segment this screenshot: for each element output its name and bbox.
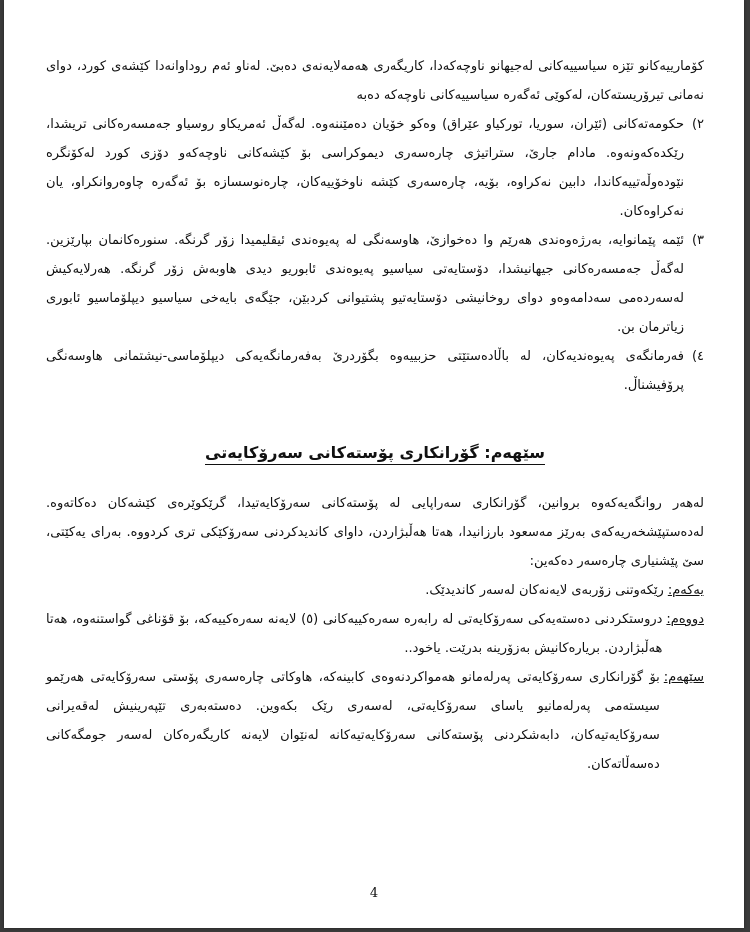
option-text: دروستکردنی دەستەیەکی سەرۆکایەتی لە رابەرە سەرەکییەکانی (٥) لایەنە سەرەکییەکە، بۆ قۆناغی گواستنەوە، هەتا هەڵبژاردن. بریارەکانیش بەزۆرینە بدرێت. یاخود..	[46, 612, 663, 656]
option-item	[46, 605, 704, 663]
section-heading-text: سێهەم: گۆرانکاری پۆستەکانی سەرۆکایەتی	[205, 443, 545, 465]
item-number: ٣)	[691, 233, 704, 248]
option-item	[46, 576, 704, 605]
list-item	[46, 226, 704, 342]
option-text: رێکەوتنی زۆربەی لایەنەکان لەسەر کاندیدێک.	[425, 583, 664, 598]
section-intro: لەهەر روانگەیەکەوە بروانین، گۆرانکاری سەراپایی لە پۆستەکانی سەرۆکایەتیدا، گرێکوێرەی کێشەکان دەکاتەوە. لەدەستپێشخەریەکەی بەرێز مەسعود بارزانیدا، هەتا هەڵبژاردن، داوای کاندیدکردنی سەرۆکێکی تری کردووە. بەرای یەکێتی، سێ پێشنیاری چارەسەر دەکەین:	[46, 496, 704, 569]
list-item	[46, 342, 704, 400]
option-label: یەکەم:	[667, 583, 704, 598]
item-text: ئێمە پێمانوایە، بەرژەوەندی هەرێم وا دەخوازێ، هاوسەنگی لە پەیوەندی ئیقلیمیدا زۆر گرنگە. سنورەکانمان بپارێزین. لەگەڵ جەمسەرەکانی جیهانیشدا، دۆستایەتی سیاسیو پەیوەندی ئابوریو دیدی هاوبەش زۆر گرنگە. هەرلایەکیش لەسەردەمی سەدامەوەو دوای روخانیشی دۆستایەتیو پشتیوانی کردبێن، جێگەی بایەخی سیاسیو دیپلۆماسیو ئابوری زیاترمان بن.	[46, 233, 684, 335]
item-text: حکومەتەکانی (ئێران، سوریا، تورکیاو عێراق) وەکو خۆیان دەمێننەوە. لەگەڵ ئەمریکاو روسیاو جەمسەرەکانی تریشدا، رێکدەکەونەوە. مادام جارێ، ستراتیژی چارەسەری دیموکراسی بۆ کێشەکانی ناوچەکەو دۆزی کورد لەکۆنگرە نێودەوڵەتییەکاندا، دابین نەکراوە، بۆیە، چارەسەری کێشە ناوخۆییەکان، چارەنوسسازە بۆ ئەگەرە چاوەروانکراو، یان نەکراوەکان.	[46, 117, 684, 219]
section-heading	[46, 438, 704, 467]
page-number: 4	[369, 886, 379, 901]
list-item	[46, 110, 704, 226]
option-label: دووەم:	[666, 612, 704, 627]
option-text: بۆ گۆرانکاری سەرۆکایەتی پەرلەمانو هەمواکردنەوەی کابینەکە، هاوکاتی چارەسەری پۆستی سەرۆکایەتی هەرێمو سیستەمی پەرلەمانیو یاسای سەرۆکایەتی، لەسەری رێک بکەوین. دەستەبەری تێپەرینیش لەقەیرانی سەرۆکایەتیەکان، دابەشکردنی پۆستەکانی سەرۆکایەتیەکانە لەنێوان لایەنە کاریگەرەکان لەسەر جومگەکانی دەسەڵاتەکان.	[46, 670, 660, 772]
document-body	[46, 52, 704, 779]
item-number: ٢)	[691, 117, 704, 132]
item-number: ٤)	[691, 349, 704, 364]
option-item	[46, 663, 704, 779]
item-text: فەرمانگەی پەیوەندیەکان، لە باڵادەستێتی حزبییەوە بگۆردرێ بەفەرمانگەیەکی دیپلۆماسی-نیشتمانی هاوسەنگی پرۆفیشناڵ.	[46, 349, 684, 393]
intro-paragraph: کۆمارییەکانو تێزە سیاسییەکانی لەجیهانو ناوچەکەدا، کاریگەری هەمەلایەنەی دەبێ. لەناو ئەم روداوانەدا کێشەی کورد، دوای نەمانی تیرۆریستەکان، لەکوێی ئەگەرە سیاسییەکانی ناوچەکە دەبە	[46, 59, 704, 103]
option-label: سێهەم:	[663, 670, 704, 685]
document-page	[4, 0, 744, 928]
